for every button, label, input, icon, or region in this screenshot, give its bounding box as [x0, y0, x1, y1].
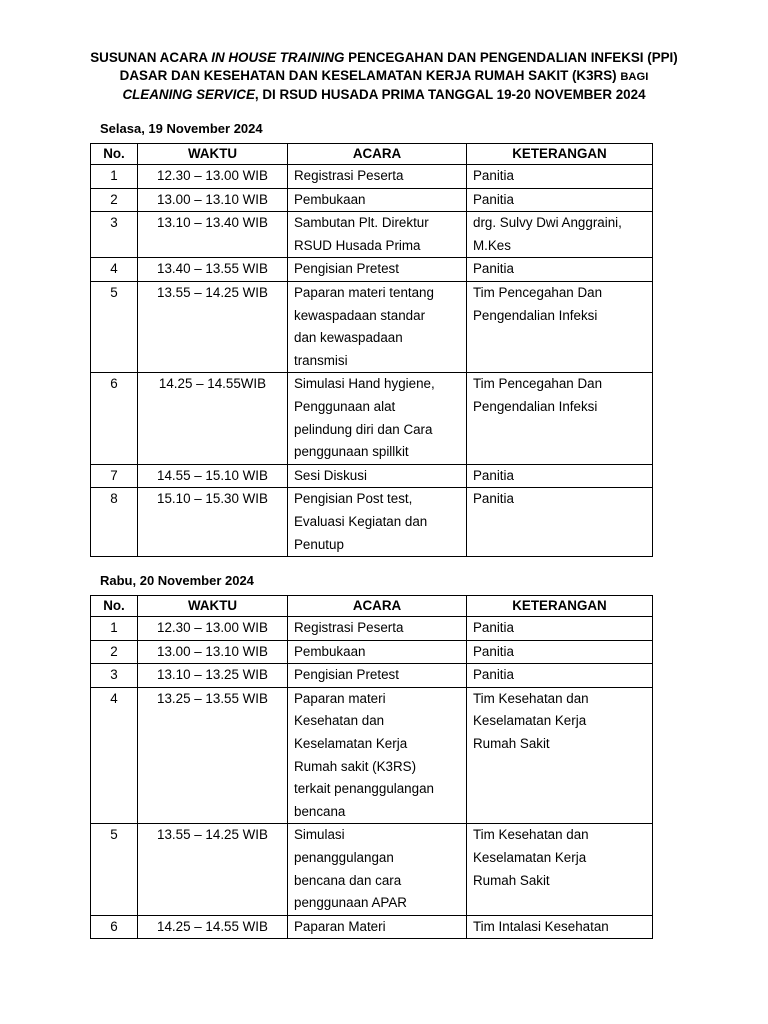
keterangan-cell-line: Panitia: [473, 261, 514, 277]
keterangan-cell-line: drg. Sulvy Dwi Anggraini,: [473, 215, 622, 231]
acara-cell: [288, 640, 467, 664]
waktu-cell: 14.55 – 15.10 WIB: [138, 464, 288, 488]
keterangan-cell-line: Panitia: [473, 491, 514, 507]
acara-cell-line: Keselamatan Kerja: [294, 735, 408, 751]
acara-cell-line: Pengisian Pretest: [294, 667, 399, 683]
acara-cell-line: Pengisian Pretest: [294, 261, 399, 277]
acara-cell: [288, 617, 467, 641]
acara-cell-line: dan kewaspadaan: [294, 330, 403, 346]
acara-cell-line: bencana: [294, 803, 346, 819]
header-waktu: WAKTU: [138, 144, 288, 165]
acara-cell: [288, 373, 467, 464]
waktu-cell: 13.10 – 13.25 WIB: [138, 664, 288, 688]
row-number-cell: 5: [91, 281, 138, 372]
acara-cell-line: Paparan materi tentang: [294, 284, 434, 300]
table-row: [91, 188, 653, 212]
acara-cell-line: Simulasi: [294, 827, 345, 843]
waktu-cell: 14.25 – 14.55WIB: [138, 373, 288, 464]
keterangan-cell-line: Rumah Sakit: [473, 872, 550, 888]
day-2-schedule-table: [90, 595, 653, 939]
keterangan-cell-line: Panitia: [473, 643, 514, 659]
table-header-row: [91, 596, 653, 617]
waktu-cell: 13.40 – 13.55 WIB: [138, 258, 288, 282]
row-number-cell: 2: [91, 640, 138, 664]
keterangan-cell: [467, 165, 653, 189]
keterangan-cell: [467, 915, 653, 939]
table-row: [91, 281, 653, 372]
keterangan-cell: [467, 212, 653, 258]
row-number-cell: 3: [91, 664, 138, 688]
header-no: No.: [91, 144, 138, 165]
acara-cell-line: Paparan Materi: [294, 918, 386, 934]
title-part-6: , DI RSUD HUSADA PRIMA TANGGAL 19-20 NOVEMBER 2024: [254, 87, 646, 102]
waktu-cell: 14.25 – 14.55 WIB: [138, 915, 288, 939]
acara-cell-line: penanggulangan: [294, 849, 394, 865]
title-part-3: PENCEGAHAN DAN PENGENDALIAN INFEKSI (PPI) DASAR DAN KESEHATAN DAN KESELAMATAN KERJA RUMAH SAKIT (K3RS): [119, 50, 678, 83]
keterangan-cell: [467, 464, 653, 488]
header-keterangan: KETERANGAN: [467, 596, 653, 617]
acara-cell-line: Evaluasi Kegiatan dan: [294, 513, 428, 529]
acara-cell-line: Penggunaan alat: [294, 398, 396, 414]
acara-cell: [288, 687, 467, 824]
header-no: No.: [91, 596, 138, 617]
acara-cell-line: Pembukaan: [294, 191, 366, 207]
acara-cell-line: Registrasi Peserta: [294, 620, 404, 635]
acara-cell-line: Kesehatan dan: [294, 713, 385, 729]
acara-cell-line: bencana dan cara: [294, 872, 402, 888]
waktu-cell: 12.30 – 13.00 WIB: [138, 165, 288, 189]
row-number-cell: 4: [91, 258, 138, 282]
acara-cell: [288, 188, 467, 212]
header-keterangan: KETERANGAN: [467, 144, 653, 165]
table-row: [91, 258, 653, 282]
acara-cell: [288, 664, 467, 688]
waktu-cell: 13.55 – 14.25 WIB: [138, 281, 288, 372]
keterangan-cell: [467, 488, 653, 557]
table-body: [91, 617, 653, 939]
keterangan-cell-line: Panitia: [473, 620, 514, 635]
keterangan-cell-line: M.Kes: [473, 237, 511, 253]
row-number-cell: 2: [91, 188, 138, 212]
day-1-label: Selasa, 19 November 2024: [100, 121, 263, 136]
keterangan-cell-line: Rumah Sakit: [473, 735, 550, 751]
waktu-cell: 15.10 – 15.30 WIB: [138, 488, 288, 557]
keterangan-cell-line: Panitia: [473, 667, 514, 683]
acara-cell: [288, 281, 467, 372]
keterangan-cell: [467, 824, 653, 915]
acara-cell-line: transmisi: [294, 352, 348, 368]
acara-cell: [288, 258, 467, 282]
keterangan-cell-line: Panitia: [473, 168, 514, 183]
acara-cell-line: Registrasi Peserta: [294, 168, 404, 183]
keterangan-cell-line: Panitia: [473, 467, 514, 483]
table-row: [91, 464, 653, 488]
table-row: [91, 640, 653, 664]
title-part-2: IN HOUSE TRAINING: [211, 50, 345, 65]
keterangan-cell: [467, 188, 653, 212]
keterangan-cell-line: Tim Pencegahan Dan: [473, 376, 603, 392]
table-row: [91, 212, 653, 258]
keterangan-cell: [467, 617, 653, 641]
keterangan-cell-line: Tim Kesehatan dan: [473, 690, 589, 706]
table-row: [91, 915, 653, 939]
header-acara: ACARA: [288, 144, 467, 165]
table-row: [91, 824, 653, 915]
header-waktu: WAKTU: [138, 596, 288, 617]
day-2-label: Rabu, 20 November 2024: [100, 573, 254, 588]
waktu-cell: 12.30 – 13.00 WIB: [138, 617, 288, 641]
table-row: [91, 373, 653, 464]
table-header-row: [91, 144, 653, 165]
table-row: [91, 664, 653, 688]
table-row: [91, 488, 653, 557]
table-body: [91, 165, 653, 557]
acara-cell: [288, 488, 467, 557]
table-row: [91, 617, 653, 641]
row-number-cell: 1: [91, 617, 138, 641]
acara-cell-line: Sambutan Plt. Direktur: [294, 215, 429, 231]
acara-cell-line: Penutup: [294, 536, 344, 552]
acara-cell-line: terkait penanggulangan: [294, 781, 434, 797]
row-number-cell: 3: [91, 212, 138, 258]
keterangan-cell: [467, 373, 653, 464]
title-part-1: SUSUNAN ACARA: [90, 50, 212, 65]
acara-cell: [288, 824, 467, 915]
title-part-5: CLEANING SERVICE: [122, 87, 255, 102]
document-title: [90, 49, 678, 104]
acara-cell-line: penggunaan spillkit: [294, 444, 409, 460]
waktu-cell: 13.10 – 13.40 WIB: [138, 212, 288, 258]
row-number-cell: 6: [91, 915, 138, 939]
row-number-cell: 8: [91, 488, 138, 557]
keterangan-cell-line: Tim Kesehatan dan: [473, 827, 589, 843]
acara-cell-line: penggunaan APAR: [294, 895, 407, 911]
keterangan-cell: [467, 664, 653, 688]
keterangan-cell-line: Tim Pencegahan Dan: [473, 284, 603, 300]
acara-cell-line: pelindung diri dan Cara: [294, 421, 433, 437]
keterangan-cell-line: Tim Intalasi Kesehatan: [473, 918, 609, 934]
waktu-cell: 13.55 – 14.25 WIB: [138, 824, 288, 915]
day-1-schedule-table: [90, 143, 653, 557]
acara-cell: [288, 165, 467, 189]
waktu-cell: 13.25 – 13.55 WIB: [138, 687, 288, 824]
keterangan-cell: [467, 687, 653, 824]
table-row: [91, 687, 653, 824]
title-part-4: BAGI: [620, 70, 649, 83]
keterangan-cell-line: Keselamatan Kerja: [473, 849, 587, 865]
waktu-cell: 13.00 – 13.10 WIB: [138, 188, 288, 212]
row-number-cell: 4: [91, 687, 138, 824]
acara-cell-line: kewaspadaan standar: [294, 307, 426, 323]
keterangan-cell: [467, 281, 653, 372]
acara-cell-line: Pembukaan: [294, 643, 366, 659]
acara-cell: [288, 915, 467, 939]
keterangan-cell-line: Pengendalian Infeksi: [473, 398, 598, 414]
acara-cell-line: Pengisian Post test,: [294, 491, 413, 507]
keterangan-cell-line: Pengendalian Infeksi: [473, 307, 598, 323]
header-acara: ACARA: [288, 596, 467, 617]
row-number-cell: 7: [91, 464, 138, 488]
keterangan-cell-line: Keselamatan Kerja: [473, 713, 587, 729]
acara-cell: [288, 212, 467, 258]
row-number-cell: 1: [91, 165, 138, 189]
acara-cell: [288, 464, 467, 488]
keterangan-cell: [467, 258, 653, 282]
row-number-cell: 6: [91, 373, 138, 464]
acara-cell-line: Rumah sakit (K3RS): [294, 758, 417, 774]
acara-cell-line: Paparan materi: [294, 690, 386, 706]
keterangan-cell-line: Panitia: [473, 191, 514, 207]
keterangan-cell: [467, 640, 653, 664]
row-number-cell: 5: [91, 824, 138, 915]
acara-cell-line: Simulasi Hand hygiene,: [294, 376, 435, 392]
acara-cell-line: Sesi Diskusi: [294, 467, 367, 483]
waktu-cell: 13.00 – 13.10 WIB: [138, 640, 288, 664]
acara-cell-line: RSUD Husada Prima: [294, 237, 421, 253]
table-row: [91, 165, 653, 189]
